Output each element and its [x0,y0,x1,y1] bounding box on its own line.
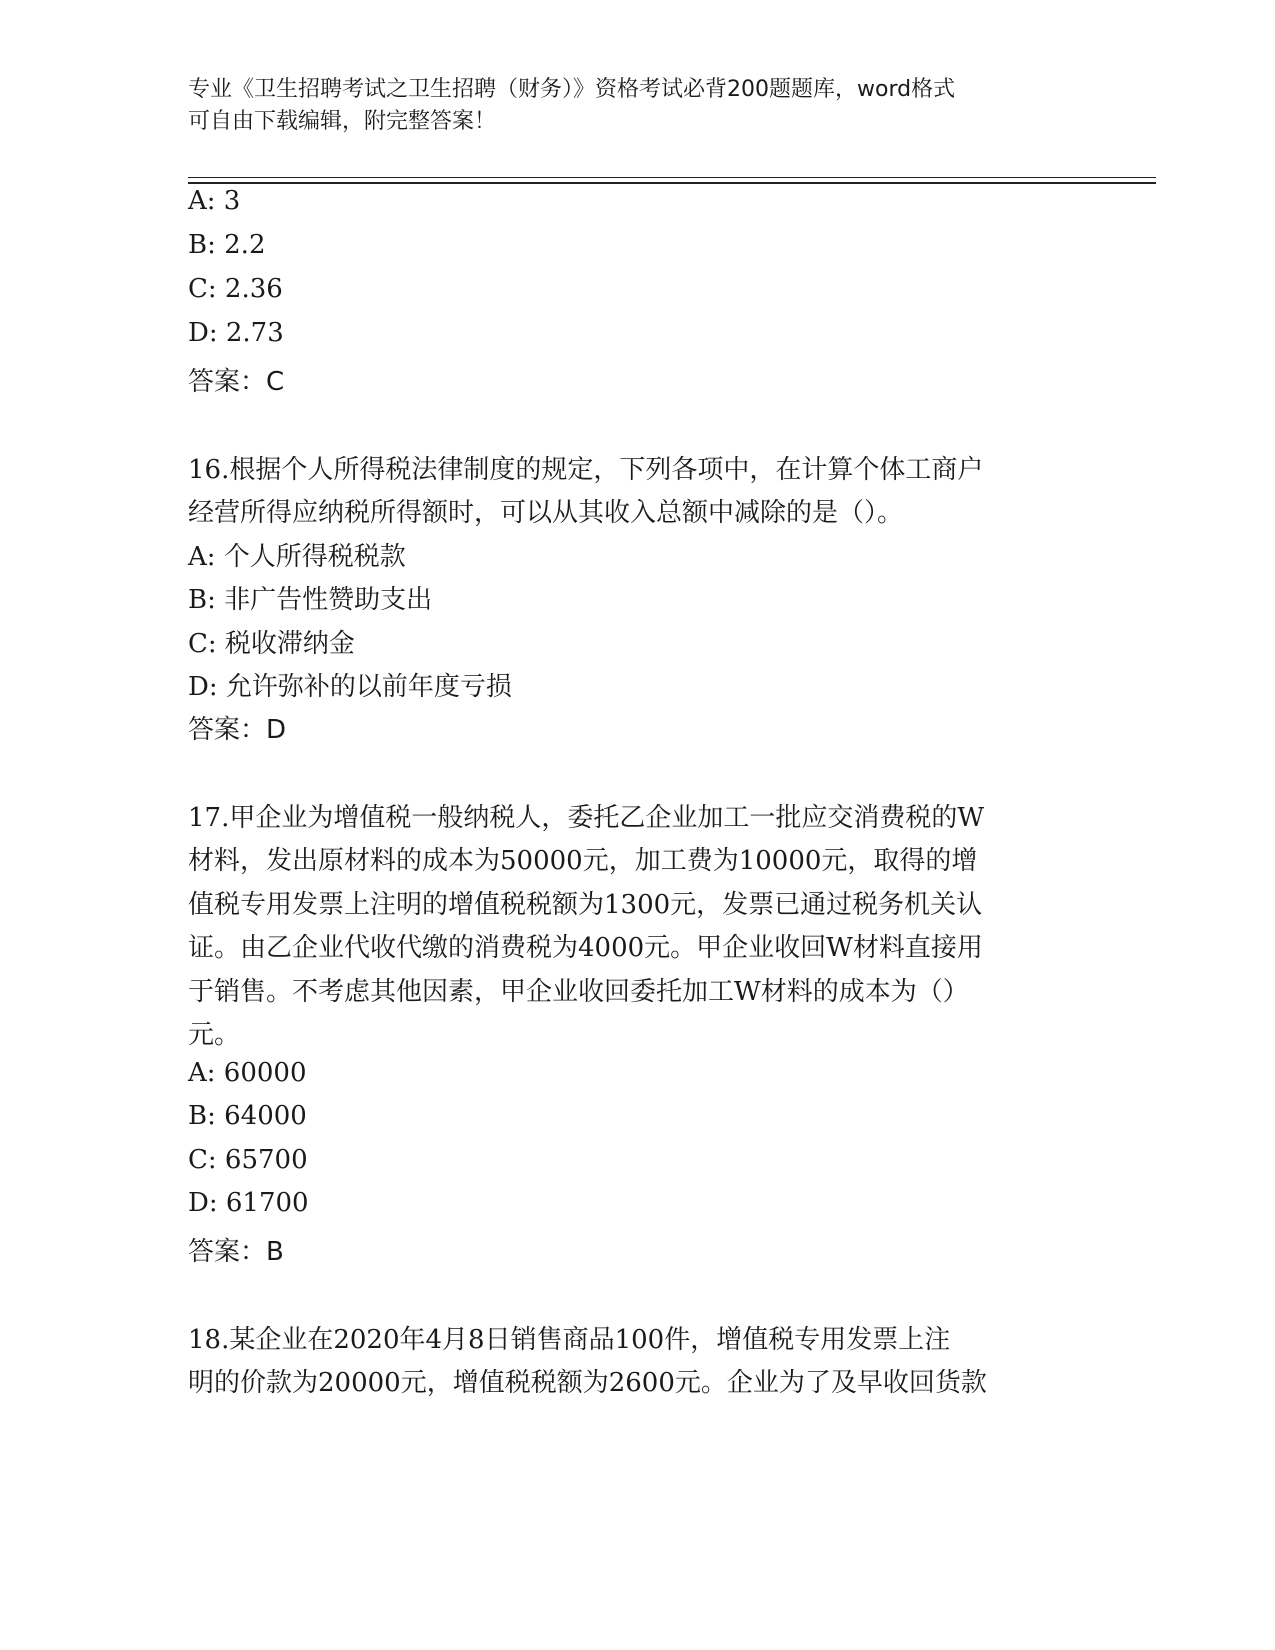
header-line-1: 专业《卫生招聘考试之卫生招聘（财务）》资格考试必背200题题库，word格式 [188,77,956,102]
q17-option-c: C: 65700 [188,1145,308,1175]
q16-stem-line-1: 16.根据个人所得税法律制度的规定，下列各项中，在计算个体工商户 [188,455,984,485]
q15-option-c: C: 2.36 [188,274,283,304]
q18-stem-line-1: 18.某企业在2020年4月8日销售商品100件，增值税专用发票上注 [188,1325,951,1355]
q16-stem-line-2: 经营所得应纳税所得额时，可以从其收入总额中减除的是（）。 [188,498,904,528]
q17-answer: 答案：B [188,1237,284,1267]
q17-stem-line-2: 材料，发出原材料的成本为50000元，加工费为10000元，取得的增 [188,846,978,876]
q15-answer: 答案：C [188,367,285,397]
q16-answer: 答案：D [188,715,287,745]
q17-option-a: A: 60000 [188,1058,307,1088]
q16-option-d: D: 允许弥补的以前年度亏损 [188,672,512,702]
header-divider-thick [188,182,1156,184]
document-header [188,74,1068,138]
q17-stem-line-4: 证。由乙企业代收代缴的消费税为4000元。甲企业收回W材料直接用 [188,933,983,963]
q17-option-d: D: 61700 [188,1188,309,1218]
header-line-2: 可自由下载编辑，附完整答案！ [188,109,497,134]
q15-option-d: D: 2.73 [188,318,284,348]
q15-option-a: A: 3 [188,186,241,216]
q16-option-b: B: 非广告性赞助支出 [188,585,433,615]
q16-option-a: A: 个人所得税税款 [188,542,406,572]
q17-stem-line-5: 于销售。不考虑其他因素，甲企业收回委托加工W材料的成本为（） [188,977,969,1007]
header-divider-thin [188,177,1156,178]
q17-stem-line-1: 17.甲企业为增值税一般纳税人，委托乙企业加工一批应交消费税的W [188,803,985,833]
q18-stem-line-2: 明的价款为20000元，增值税税额为2600元。企业为了及早收回货款 [188,1368,987,1398]
q15-option-b: B: 2.2 [188,230,266,260]
q17-stem-line-6: 元。 [188,1020,241,1050]
q17-stem-line-3: 值税专用发票上注明的增值税税额为1300元，发票已通过税务机关认 [188,890,983,920]
q16-option-c: C: 税收滞纳金 [188,629,355,659]
q17-option-b: B: 64000 [188,1101,307,1131]
